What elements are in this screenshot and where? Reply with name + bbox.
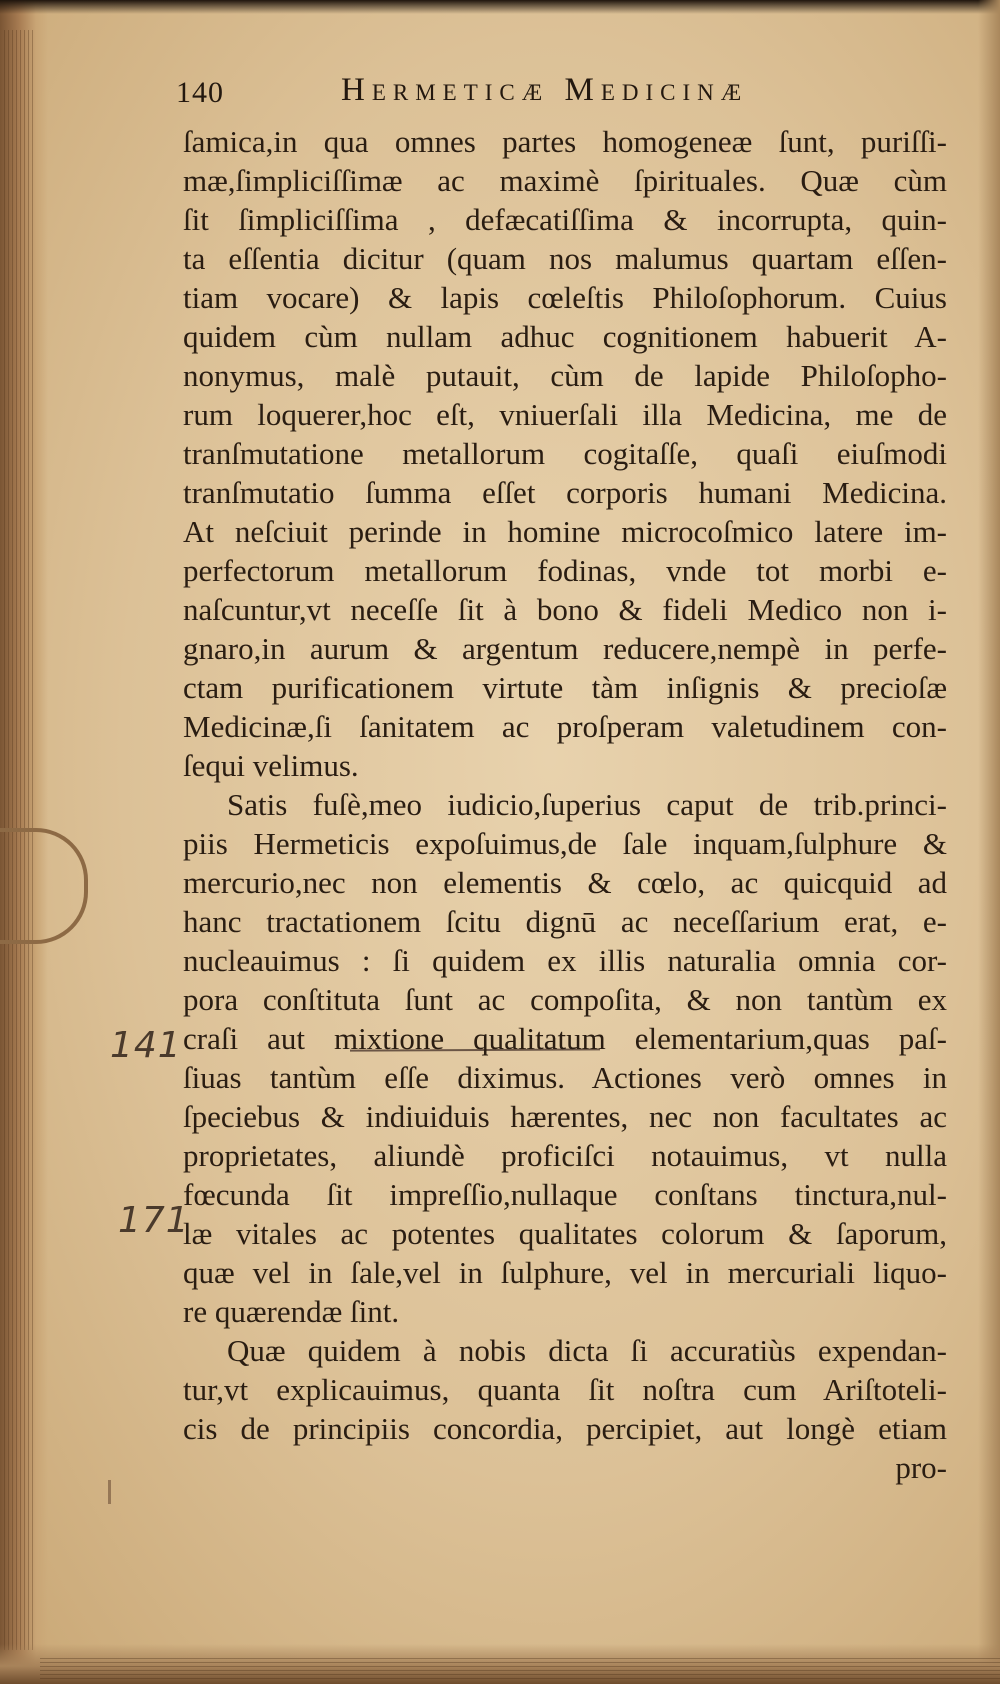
text-line: piis Hermeticis expoſuimus,de ſale inquam,ſulphure & [183, 826, 947, 861]
paragraph-start-line: Satis fuſè,meo iudicio,ſuperius caput de trib.princi- [227, 787, 947, 822]
text-line: fœcunda ſit impreſſio,nullaque conſtans tinctura,nul- [183, 1177, 947, 1212]
margin-note-upper: 141 [110, 1025, 182, 1066]
text-line: naſcuntur,vt neceſſe ſit à bono & fideli Medico non i- [183, 592, 947, 627]
text-line: tranſmutatio ſumma eſſet corporis humani Medicina. [183, 475, 947, 510]
running-title: Hermeticæ Medicinæ [341, 72, 749, 108]
text-line: ta eſſentia dicitur (quam nos malumus quartam eſſen- [183, 241, 947, 276]
text-line: craſi aut mixtione qualitatum elementarium,quas paſ- [183, 1021, 947, 1056]
text-line: pora conſtituta ſunt ac compoſita, & non tantùm ex [183, 982, 947, 1017]
paragraph-start-line: Quæ quidem à nobis dicta ſi accuratiùs expendan- [227, 1333, 947, 1368]
catchword: pro- [895, 1450, 947, 1485]
binding-clasp [0, 828, 88, 944]
margin-ink-mark [108, 1480, 111, 1504]
text-line: ctam purificationem virtute tàm inſignis & precioſæ [183, 670, 947, 705]
text-line: nonymus, malè putauit, cùm de lapide Philoſopho- [183, 358, 947, 393]
text-line: mercurio,nec non elementis & cœlo, ac quicquid ad [183, 865, 947, 900]
text-line: quidem cùm nullam adhuc cognitionem habuerit A- [183, 319, 947, 354]
right-edge-shadow [978, 0, 1000, 1684]
text-line: ſiuas tantùm eſſe diximus. Actiones verò omnes in [183, 1060, 947, 1095]
text-line: ſamica,in qua omnes partes homogeneæ ſunt, puriſſi- [183, 124, 947, 159]
text-line: tur,vt explicauimus, quanta ſit noſtra cum Ariſtoteli- [183, 1372, 947, 1407]
text-line: proprietates, aliundè proficiſci notauimus, vt nulla [183, 1138, 947, 1173]
text-line: Medicinæ,ſi ſanitatem ac proſperam valetudinem con- [183, 709, 947, 744]
text-line: hanc tractationem ſcitu dignū ac neceſſarium erat, e- [183, 904, 947, 939]
body-text [183, 122, 947, 1487]
margin-note-lower: 171 [118, 1200, 190, 1241]
top-edge-shadow [0, 0, 1000, 14]
text-line: tiam vocare) & lapis cœleſtis Philoſophorum. Cuius [183, 280, 947, 315]
text-line: rum loquerer,hoc eſt, vniuerſali illa Medicina, me de [183, 397, 947, 432]
bottom-edge-lines [40, 1658, 1000, 1682]
text-line: tranſmutatione metallorum cogitaſſe, quaſi eiuſmodi [183, 436, 947, 471]
text-line: nucleauimus : ſi quidem ex illis naturalia omnia cor- [183, 943, 947, 978]
text-line: ſpeciebus & indiuiduis hærentes, nec non facultates ac [183, 1099, 947, 1134]
text-line: ſequi velimus. [183, 748, 359, 783]
page-header [176, 72, 956, 112]
text-line: cis de principiis concordia, percipiet, aut longè etiam [183, 1411, 947, 1446]
page-number: 140 [176, 76, 224, 109]
text-line: perfectorum metallorum fodinas, vnde tot morbi e- [183, 553, 947, 588]
text-line: ſit ſimpliciſſima , defæcatiſſima & incorrupta, quin- [183, 202, 947, 237]
text-line: mæ,ſimpliciſſimæ ac maximè ſpirituales. Quæ cùm [183, 163, 947, 198]
text-line: læ vitales ac potentes qualitates colorum & ſaporum, [183, 1216, 947, 1251]
text-line: gnaro,in aurum & argentum reducere,nempè in perfe- [183, 631, 947, 666]
text-line: re quærendæ ſint. [183, 1294, 400, 1329]
text-line: At neſciuit perinde in homine microcoſmico latere im- [183, 514, 947, 549]
text-line: quæ vel in ſale,vel in ſulphure, vel in mercuriali liquo- [183, 1255, 947, 1290]
